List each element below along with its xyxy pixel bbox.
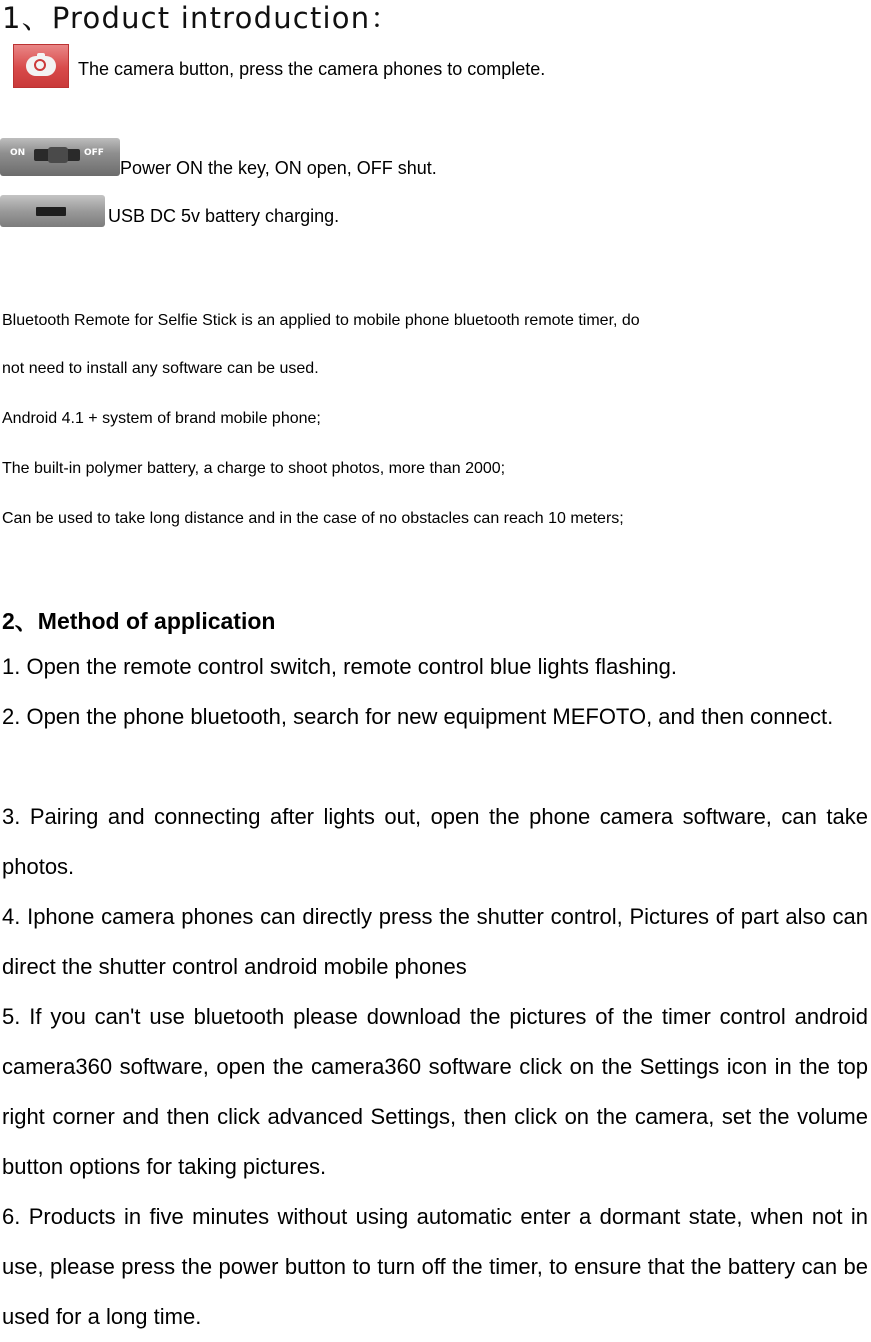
camera-button-description: The camera button, press the camera phones to complete. bbox=[78, 59, 546, 79]
step-3: 3. Pairing and connecting after lights out, open the phone camera software, can take photos. bbox=[2, 804, 868, 879]
power-switch-icon bbox=[0, 138, 120, 176]
section-1-heading: 1、Product introduction： bbox=[2, 1, 401, 35]
intro-paragraph: The built-in polymer battery, a charge to shoot photos, more than 2000; bbox=[2, 460, 506, 477]
intro-paragraph: not need to install any software can be used. bbox=[2, 360, 319, 377]
intro-paragraph: Can be used to take long distance and in the case of no obstacles can reach 10 meters; bbox=[2, 510, 624, 527]
usb-port-icon bbox=[0, 195, 105, 227]
camera-icon bbox=[13, 44, 69, 88]
switch-off-label: OFF bbox=[84, 148, 104, 158]
step-4: 4. Iphone camera phones can directly press the shutter control, Pictures of part also can direct the shutter control android mobile phones bbox=[2, 904, 868, 979]
step-6: 6. Products in five minutes without using automatic enter a dormant state, when not in use, please press the power button to turn off the timer, to ensure that the battery can be used for a long time. bbox=[2, 1204, 868, 1329]
section-2-heading: 2、Method of application bbox=[2, 608, 276, 634]
intro-paragraph: Android 4.1 + system of brand mobile phone; bbox=[2, 410, 321, 427]
step-2: 2. Open the phone bluetooth, search for new equipment MEFOTO, and then connect. bbox=[2, 704, 834, 729]
usb-charging-description: USB DC 5v battery charging. bbox=[108, 206, 340, 226]
step-1: 1. Open the remote control switch, remote control blue lights flashing. bbox=[2, 654, 678, 679]
step-5: 5. If you can't use bluetooth please download the pictures of the timer control android camera360 software, open the camera360 software click on the Settings icon in the top right corner and then click advanced Settings, then click on the camera, set the volume button options for taking pictures. bbox=[2, 1004, 868, 1179]
power-key-description: Power ON the key, ON open, OFF shut. bbox=[120, 158, 437, 178]
switch-on-label: ON bbox=[10, 148, 26, 158]
intro-paragraph: Bluetooth Remote for Selfie Stick is an applied to mobile phone bluetooth remote timer, do bbox=[2, 312, 640, 329]
